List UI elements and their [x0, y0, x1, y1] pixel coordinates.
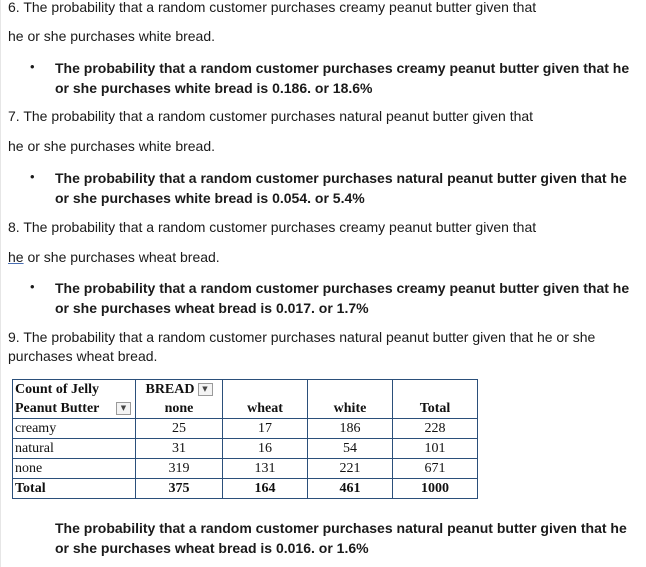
- pivot-data-row: [13, 439, 478, 459]
- q7-text-line1: 7. The probability that a random customer purchases natural peanut butter given that: [8, 108, 534, 124]
- pivot-cell: 186: [308, 419, 393, 439]
- q8-text-line2-rest: or she purchases wheat bread.: [23, 249, 220, 265]
- pivot-header-blank: [308, 380, 393, 400]
- pivot-cell: 16: [223, 439, 308, 459]
- pivot-corner-label-1: Count of Jelly: [13, 380, 136, 400]
- q7-answer-line1: The probability that a random customer purchases natural peanut butter given that he: [55, 170, 627, 186]
- q7-answer-bullet: [30, 168, 630, 208]
- bullet-icon: •: [30, 169, 35, 184]
- q9-answer-line2: or she purchases wheat bread is 0.016. or 1.6%: [55, 540, 369, 556]
- pivot-total-cell: 164: [223, 479, 308, 499]
- q8-answer-line2: or she purchases wheat bread is 0.017. or 1.7%: [55, 300, 369, 316]
- q8-he-word: he: [8, 249, 24, 265]
- pivot-total-cell: 461: [308, 479, 393, 499]
- pivot-cell: 319: [136, 459, 223, 479]
- pivot-header-blank: [223, 380, 308, 400]
- pivot-row-field-label: Peanut Butter: [15, 401, 100, 416]
- pivot-data-row: [13, 419, 478, 439]
- pivot-total-cell: 375: [136, 479, 223, 499]
- pivot-row-label: creamy: [13, 419, 136, 439]
- pivot-column-field: [136, 380, 223, 400]
- pivot-table: [12, 379, 478, 499]
- q6-answer-line2: or she purchases white bread is 0.186. or 18.6%: [55, 80, 373, 96]
- bullet-icon: •: [30, 59, 35, 74]
- q7-answer-line2: or she purchases white bread is 0.054. or 5.4%: [55, 190, 365, 206]
- q9-text-line2: purchases wheat bread.: [8, 348, 158, 364]
- q6-text-line2: he or she purchases white bread.: [8, 28, 216, 44]
- pivot-total-row: [13, 479, 478, 499]
- pivot-cell: 228: [393, 419, 478, 439]
- bullet-icon: •: [30, 279, 35, 294]
- pivot-row-label: natural: [13, 439, 136, 459]
- pivot-header-row-1: [13, 380, 478, 400]
- q9-text-line1: 9. The probability that a random customer purchases natural peanut butter given that he or she: [8, 329, 596, 345]
- pivot-column-field-label: BREAD: [145, 382, 195, 397]
- pivot-col-header: none: [136, 399, 223, 419]
- pivot-header-blank: [393, 380, 478, 400]
- page-left-edge: [0, 0, 1, 567]
- q6-answer-line1: The probability that a random customer purchases creamy peanut butter given that he: [55, 60, 630, 76]
- q9-answer-line1: The probability that a random customer purchases natural peanut butter given that he: [55, 520, 627, 536]
- pivot-data-row: [13, 459, 478, 479]
- q6-text-line1: 6. The probability that a random customer purchases creamy peanut butter given that: [8, 0, 537, 15]
- pivot-col-header: wheat: [223, 399, 308, 419]
- pivot-total-label: Total: [13, 479, 136, 499]
- q7-text-line2: he or she purchases white bread.: [8, 138, 216, 154]
- pivot-cell: 25: [136, 419, 223, 439]
- pivot-col-header: Total: [393, 399, 478, 419]
- q8-answer-line1: The probability that a random customer purchases creamy peanut butter given that he: [55, 280, 630, 296]
- pivot-header-row-2: [13, 399, 478, 419]
- q8-text-line1: 8. The probability that a random customer purchases creamy peanut butter given that: [8, 219, 537, 235]
- pivot-cell: 31: [136, 439, 223, 459]
- q9-answer: [55, 518, 645, 558]
- pivot-cell: 221: [308, 459, 393, 479]
- pivot-row-label: none: [13, 459, 136, 479]
- pivot-col-header: white: [308, 399, 393, 419]
- pivot-cell: 671: [393, 459, 478, 479]
- q8-answer-bullet: [30, 278, 630, 318]
- pivot-cell: 101: [393, 439, 478, 459]
- pivot-total-cell: 1000: [393, 479, 478, 499]
- pivot-cell: 54: [308, 439, 393, 459]
- pivot-row-field: [13, 399, 136, 419]
- q8-text-line2: [8, 248, 220, 267]
- q6-answer-bullet: [30, 58, 630, 98]
- bread-filter-dropdown-icon[interactable]: ▼: [198, 383, 213, 396]
- pivot-cell: 17: [223, 419, 308, 439]
- peanut-butter-filter-dropdown-icon[interactable]: ▼: [116, 402, 131, 415]
- pivot-cell: 131: [223, 459, 308, 479]
